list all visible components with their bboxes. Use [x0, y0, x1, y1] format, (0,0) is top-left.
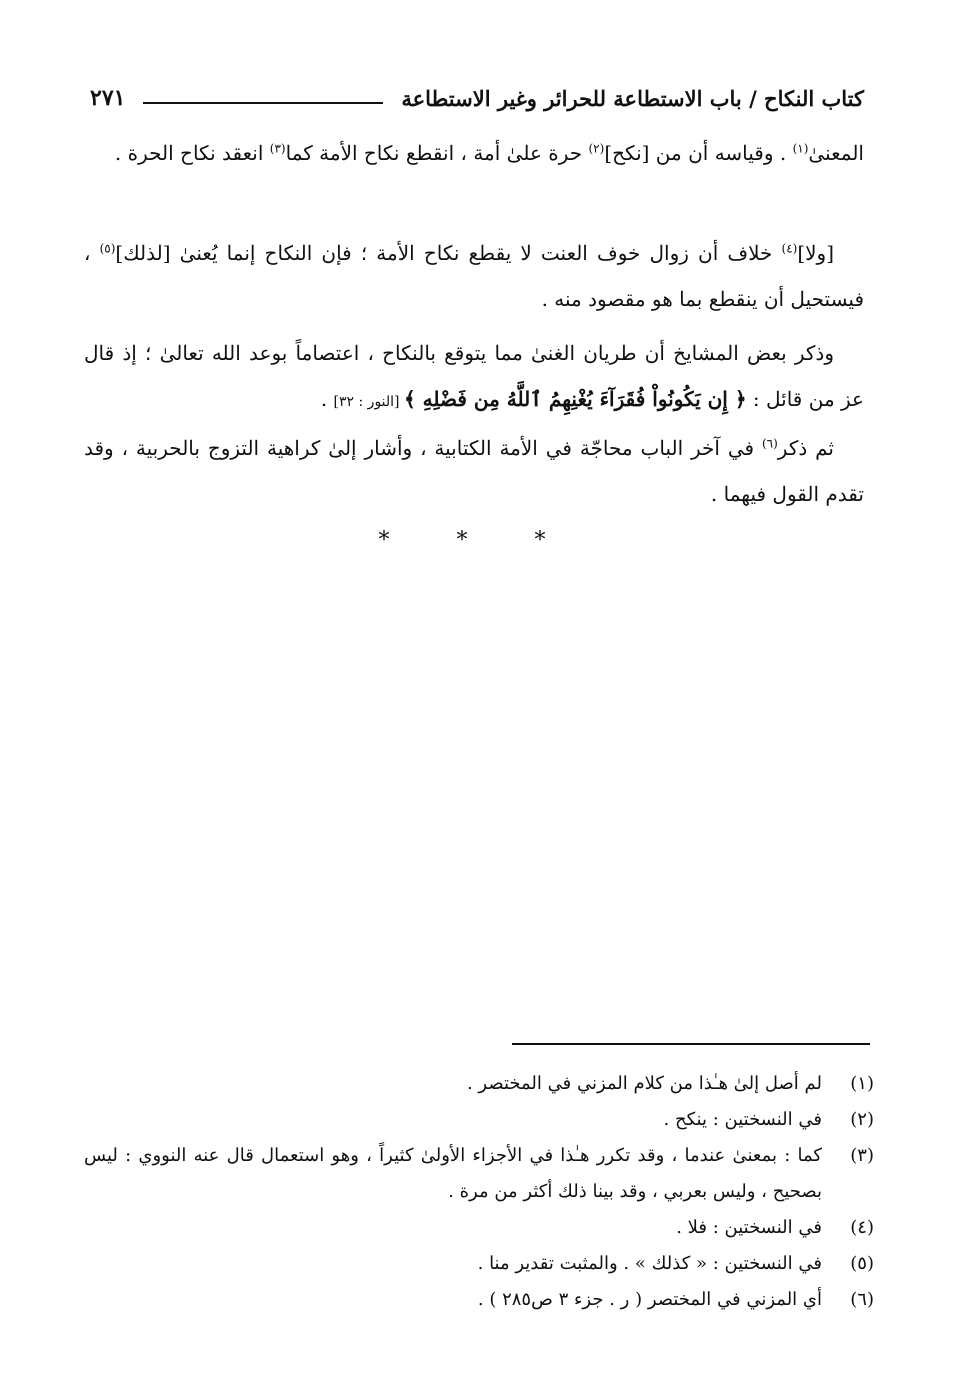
footnote-number: (٥): [850, 1253, 874, 1274]
footnote-text: في النسختين : فلا .: [676, 1217, 822, 1238]
footnote-number: (٢): [850, 1109, 874, 1130]
footnote-number: (٤): [850, 1217, 874, 1238]
paragraph-4: [84, 425, 864, 517]
running-header: [90, 78, 864, 118]
text-run: حرة علىٰ أمة ، انقطع نكاح الأمة كما: [285, 141, 589, 165]
footnote-text: أي المزني في المختصر ( ر . جزء ٣ ص٢٨٥ ) .: [477, 1289, 822, 1310]
text-run: ثم ذكر: [777, 436, 834, 460]
footnote-number: (٦): [850, 1289, 874, 1310]
text-run: ، فيستحيل أن ينقطع بما هو مقصود منه .: [84, 241, 864, 311]
paragraph-1: [84, 130, 864, 176]
footnote-ref-6: (٦): [761, 436, 778, 451]
footnote-text: في النسختين : « كذلك » . والمثبت تقدير منا .: [477, 1253, 822, 1274]
footnote-text: لم أصل إلىٰ هـٰذا من كلام المزني في المختصر .: [466, 1073, 822, 1094]
text-run: وذكر بعض المشايخ أن طريان الغنىٰ مما يتوقع بالنكاح ، اعتصاماً بوعد الله تعالىٰ ؛ إذ قال عز من قائل :: [84, 341, 864, 411]
footnote-item: [84, 1246, 874, 1282]
footnote-item: [84, 1066, 874, 1102]
paragraph-3: [84, 330, 864, 425]
footnote-item: [84, 1102, 874, 1138]
footnote-number: (٣): [850, 1145, 874, 1166]
quran-verse: ﴿ إِن يَكُونُواْ فُقَرَآءَ يُغْنِهِمُ ٱللَّهُ مِن فَضْلِهِ ﴾: [403, 387, 747, 411]
footnote-item: [84, 1210, 874, 1246]
footnote-ref-3: (٣): [269, 141, 286, 156]
text-run: [ولا]: [797, 241, 834, 265]
footnotes: [84, 1066, 874, 1318]
text-run: انعقد نكاح الحرة .: [114, 141, 270, 165]
footnote-ref-2: (٢): [588, 141, 605, 156]
header-rule: [143, 102, 383, 104]
header-title: كتاب النكاح / باب الاستطاعة للحرائر وغير الاستطاعة: [401, 85, 864, 111]
footnote-ref-1: (١): [792, 141, 809, 156]
footnote-number: (١): [850, 1073, 874, 1094]
footnote-item: [84, 1282, 874, 1318]
footnote-item: [84, 1138, 874, 1210]
footnote-divider: [512, 1043, 870, 1045]
text-run: خلاف أن زوال خوف العنت لا يقطع نكاح الأمة ؛ فإن النكاح إنما يُعنىٰ [لذلك]: [115, 241, 782, 265]
text-run: في آخر الباب محاجّة في الأمة الكتابية ، وأشار إلىٰ كراهية التزوج بالحربية ، وقد تقدم القول فيهما .: [84, 436, 864, 506]
footnote-ref-4: (٤): [781, 241, 798, 256]
footnote-text: في النسختين : ينكح .: [663, 1109, 822, 1130]
page-number: ٢٧١: [90, 85, 126, 111]
text-run: . وقياسه أن من [نكح]: [604, 141, 793, 165]
footnote-ref-5: (٥): [99, 241, 116, 256]
paragraph-2: [84, 230, 864, 322]
section-separator: * * *: [378, 528, 576, 553]
text-run: .: [320, 387, 334, 411]
verse-reference: [النور : ٣٢]: [333, 394, 404, 410]
text-run: المعنىٰ: [808, 141, 864, 165]
footnote-text: كما : بمعنىٰ عندما ، وقد تكرر هـٰذا في الأجزاء الأولىٰ كثيراً ، وهو استعمال قال عنه النووي : ليس بصحيح ، وليس بعربي ، وقد بينا ذلك أكثر من مرة .: [84, 1145, 822, 1202]
